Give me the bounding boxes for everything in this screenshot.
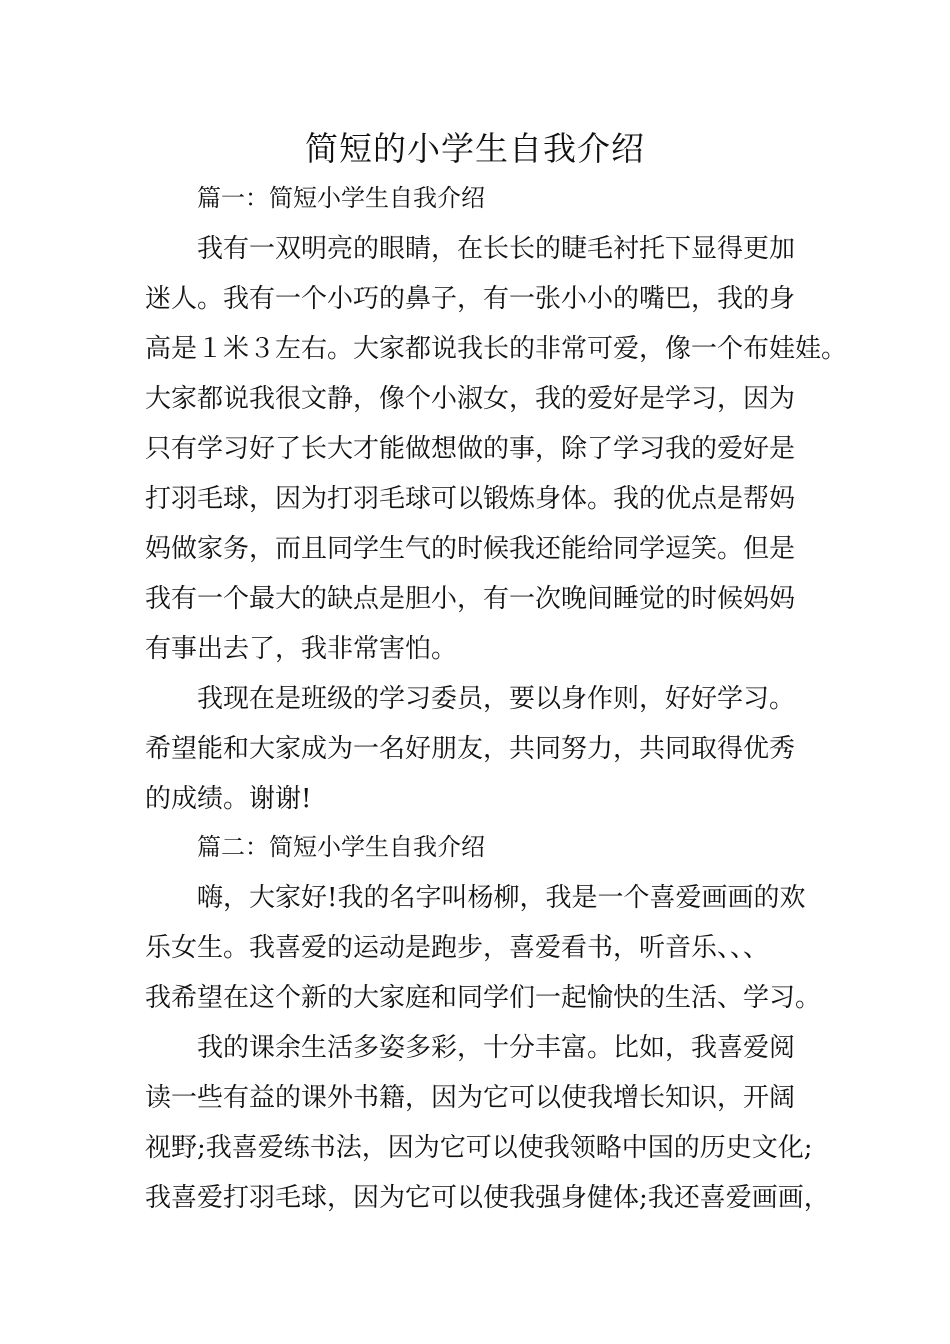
paragraph-line: 视野;我喜爱练书法，因为它可以使我领略中国的历史文化; xyxy=(145,1133,813,1163)
paragraph-line: 妈做家务，而且同学生气的时候我还能给同学逗笑。但是 xyxy=(145,534,796,564)
paragraph-line: 我的课余生活多姿多彩，十分丰富。比如，我喜爱阅 xyxy=(197,1033,796,1063)
paragraph-line: 我有一双明亮的眼睛，在长长的睫毛衬托下显得更加 xyxy=(197,234,796,264)
section-heading-2: 篇二：简短小学生自我介绍 xyxy=(197,833,485,861)
document-title: 简短的小学生自我介绍 xyxy=(305,129,645,168)
paragraph-line: 我现在是班级的学习委员，要以身作则，好好学习。 xyxy=(197,684,796,714)
paragraph-line: 只有学习好了长大才能做想做的事，除了学习我的爱好是 xyxy=(145,434,796,464)
paragraph-line: 我喜爱打羽毛球，因为它可以使我强身健体;我还喜爱画画， xyxy=(145,1183,830,1213)
section-heading-1: 篇一：简短小学生自我介绍 xyxy=(197,184,485,212)
paragraph-line: 大家都说我很文静，像个小淑女，我的爱好是学习，因为 xyxy=(145,384,796,414)
paragraph-line: 我希望在这个新的大家庭和同学们一起愉快的生活、学习。 xyxy=(145,983,822,1013)
paragraph-line: 希望能和大家成为一名好朋友，共同努力，共同取得优秀 xyxy=(145,734,796,764)
paragraph-line: 我有一个最大的缺点是胆小，有一次晚间睡觉的时候妈妈 xyxy=(145,584,796,614)
paragraph-line: 的成绩。谢谢! xyxy=(145,784,312,814)
paragraph-line: 高是１米３左右。大家都说我长的非常可爱，像一个布娃娃。 xyxy=(145,334,848,364)
paragraph-line: 打羽毛球，因为打羽毛球可以锻炼身体。我的优点是帮妈 xyxy=(145,484,796,514)
paragraph-line: 有事出去了，我非常害怕。 xyxy=(145,634,458,664)
paragraph-line: 嗨，大家好!我的名字叫杨柳，我是一个喜爱画画的欢 xyxy=(197,883,806,913)
paragraph-line: 读一些有益的课外书籍，因为它可以使我增长知识，开阔 xyxy=(145,1083,796,1113)
paragraph-line: 迷人。我有一个小巧的鼻子，有一张小小的嘴巴，我的身 xyxy=(145,284,796,314)
paragraph-line: 乐女生。我喜爱的运动是跑步，喜爱看书，听音乐、、、 xyxy=(145,933,770,963)
